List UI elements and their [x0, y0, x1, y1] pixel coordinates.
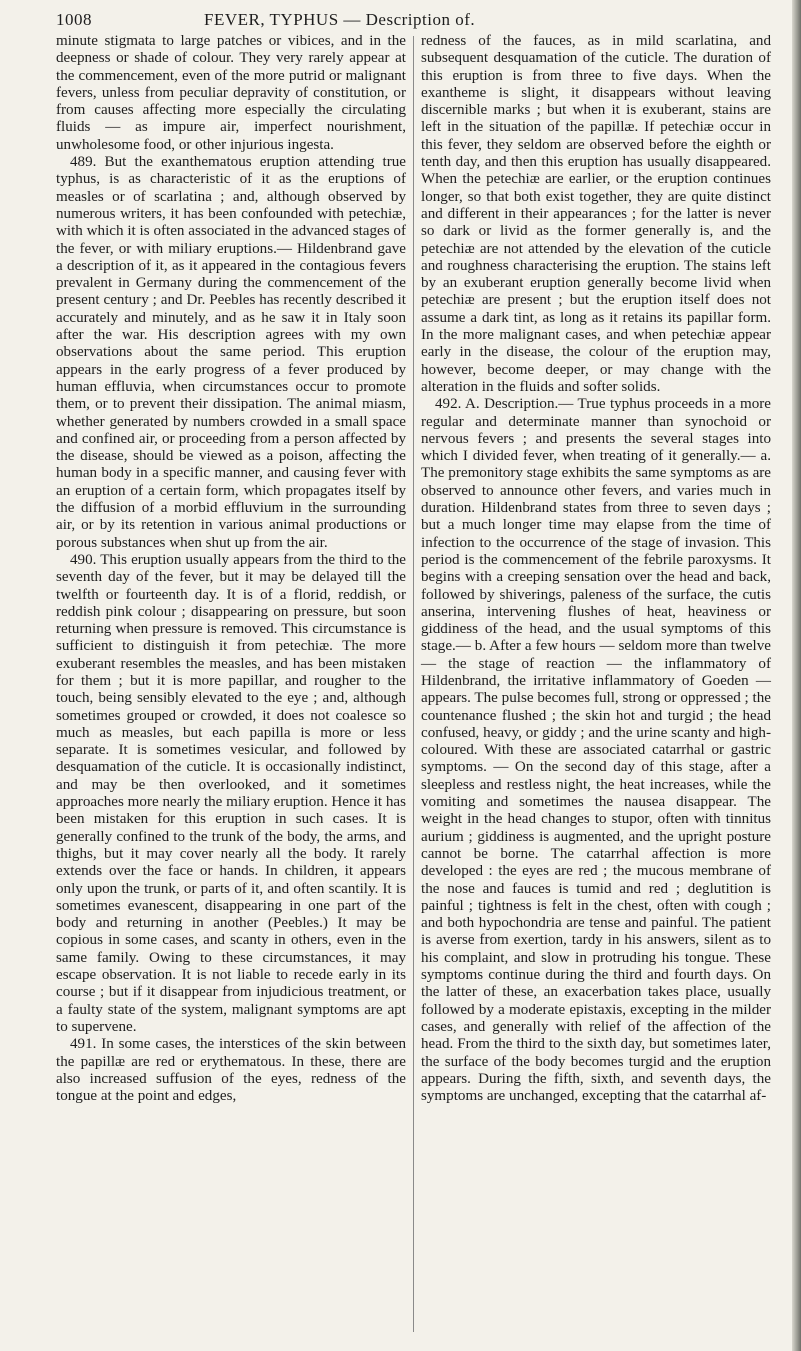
paragraph: 491. In some cases, the interstices of the skin between the papillæ are red or erythematous. In these, there are also increased suffusion of the eyes, redness of the tongue at the point and edges,: [56, 1036, 406, 1105]
paragraph: 489. But the exanthematous eruption attending true typhus, is as characteristic of it as the eruptions of measles or of scarlatina ; and, although observed by numerous writers, it has been confounded with petechiæ, with which it is often associated in the advanced stages of the fever, or with miliary eruptions.— Hildenbrand gave a description of it, as it appeared in the contagious fevers prevalent in Germany during the commencement of the present century ; and Dr. Peebles has recently described it accurately and minutely, and as he saw it in Italy soon after the war. His description agrees with my own observations about the same period. This eruption appears in the early progress of a fever produced by human effluvia, when circumstances occur to promote them, or to prevent their dissipation. The animal miasm, whether generated by numbers crowded in a small space and confined air, or proceeding from a person affected by the disease, should be viewed as a poison, affecting the human body in a specific manner, and causing fever with an eruption of a certain form, which propagates itself by the diffusion of a morbid effluvium in the surrounding air, or by its retention in various animal productions or porous substances when shut up from the air.: [56, 154, 406, 551]
paragraph: 490. This eruption usually appears from the third to the seventh day of the fever, but it may be delayed till the twelfth or fourteenth day. It is of a florid, reddish, or reddish pink colour ; disappearing on pressure, but soon returning when pressure is removed. This circumstance is sufficient to distinguish it from petechiæ. The more exuberant resembles the measles, and has been mistaken for them ; but it is more papillar, and rougher to the touch, being sensibly elevated to the eye ; and, although sometimes grouped or crowded, it does not coalesce so much as measles, but each papilla is more or less separate. It is sometimes vesicular, and followed by desquamation of the cuticle. It is occasionally indistinct, and may be then overlooked, and it sometimes approaches more nearly the miliary eruption. Hence it has been mistaken for this eruption in such cases. It is generally confined to the trunk of the body, the arms, and thighs, but it may cover nearly all the body. It rarely extends over the face or hands. In children, it appears only upon the trunk, or parts of it, and often scantily. It is sometimes evanescent, disappearing in one part of the body and returning in another (Peebles.) It may be copious in some cases, and scanty in others, even in the same family. Owing to these circumstances, it may escape observation. It is not liable to recede early in its course ; but if it disappear from injudicious treatment, or a faulty state of the system, malignant symptoms are apt to supervene.: [56, 551, 406, 1035]
column-divider: [413, 36, 414, 1332]
left-column: [56, 33, 406, 1105]
page-number: 1008: [56, 10, 92, 29]
page-edge-shadow: [792, 0, 801, 1351]
running-title: FEVER, TYPHUS — Description of.: [204, 10, 476, 29]
paragraph: redness of the fauces, as in mild scarlatina, and subsequent desquamation of the cuticle. The duration of this eruption is from three to five days. When the exantheme is slight, it disappears without leaving discernible marks ; but when it is exuberant, stains are left in the situation of the papillæ. If petechiæ occur in this fever, they seldom are observed before the eighth or tenth day, and then this eruption has usually disappeared. When the petechiæ are earlier, or the eruption continues longer, so that both exist together, they are quite distinct and different in their appearances ; for the latter is never so dark or livid as the former generally is, and the petechiæ are not attended by the elevation of the cuticle and roughness characterising the eruption. The stains left by an exuberant eruption generally become livid when petechiæ are present ; but the eruption itself does not assume a dark tint, as long as it retains its papillar form. In the more malignant cases, and when petechiæ appear early in the disease, the colour of the eruption may, however, become deeper, or may change with the alteration in the fluids and softer solids.: [421, 33, 771, 395]
paragraph: minute stigmata to large patches or vibices, and in the deepness or shade of colour. They very rarely appear at the commencement, even of the more putrid or malignant fevers, unless from peculiar depravity of constitution, or from causes affecting more especially the circulating fluids — as impure air, imperfect nourishment, unwholesome food, or other injurious ingesta.: [56, 33, 406, 153]
right-column: [421, 33, 771, 1105]
paragraph: 492. A. Description.— True typhus proceeds in a more regular and determinate manner than synochoid or nervous fevers ; and presents the several stages into which I divided fever, when treating of it generally.— a. The premonitory stage exhibits the same symptoms as are observed to announce other fevers, and varies much in duration. Hildenbrand states from three to seven days ; but a much longer time may elapse from the time of infection to the occurrence of the stage of invasion. This period is the commencement of the febrile paroxysms. It begins with a creeping sensation over the head and back, followed by shiverings, paleness of the surface, the cutis anserina, intervening flushes of heat, heaviness or giddiness of the head, and the usual symptoms of this stage.— b. After a few hours — seldom more than twelve — the stage of reaction — the inflammatory of Hildenbrand, the irritative inflammatory of Goeden — appears. The pulse becomes full, strong or oppressed ; the countenance flushed ; the skin hot and turgid ; the head confused, heavy, or giddy ; and the urine scanty and high-coloured. With these are associated catarrhal or gastric symptoms. — On the second day of this stage, after a sleepless and restless night, the heat increases, while the vomiting and sometimes the nausea disappear. The weight in the head changes to stupor, often with tinnitus aurium ; giddiness is augmented, and the upright posture cannot be borne. The catarrhal affection is more developed : the eyes are red ; the mucous membrane of the nose and fauces is tumid and red ; deglutition is painful ; tightness is felt in the chest, often with cough ; and both hypochondria are tense and painful. The patient is averse from exertion, tardy in his answers, silent as to his complaint, and slow in protruding his tongue. These symptoms continue during the third and fourth days. On the latter of these, an exacerbation takes place, usually followed by a moderate epistaxis, excepting in the milder cases, and generally with relief of the affection of the head. From the third to the sixth day, but sometimes later, the surface of the body becomes turgid and the eruption appears. During the fifth, sixth, and seventh days, the symptoms are unchanged, excepting that the catarrhal af-: [421, 396, 771, 1105]
